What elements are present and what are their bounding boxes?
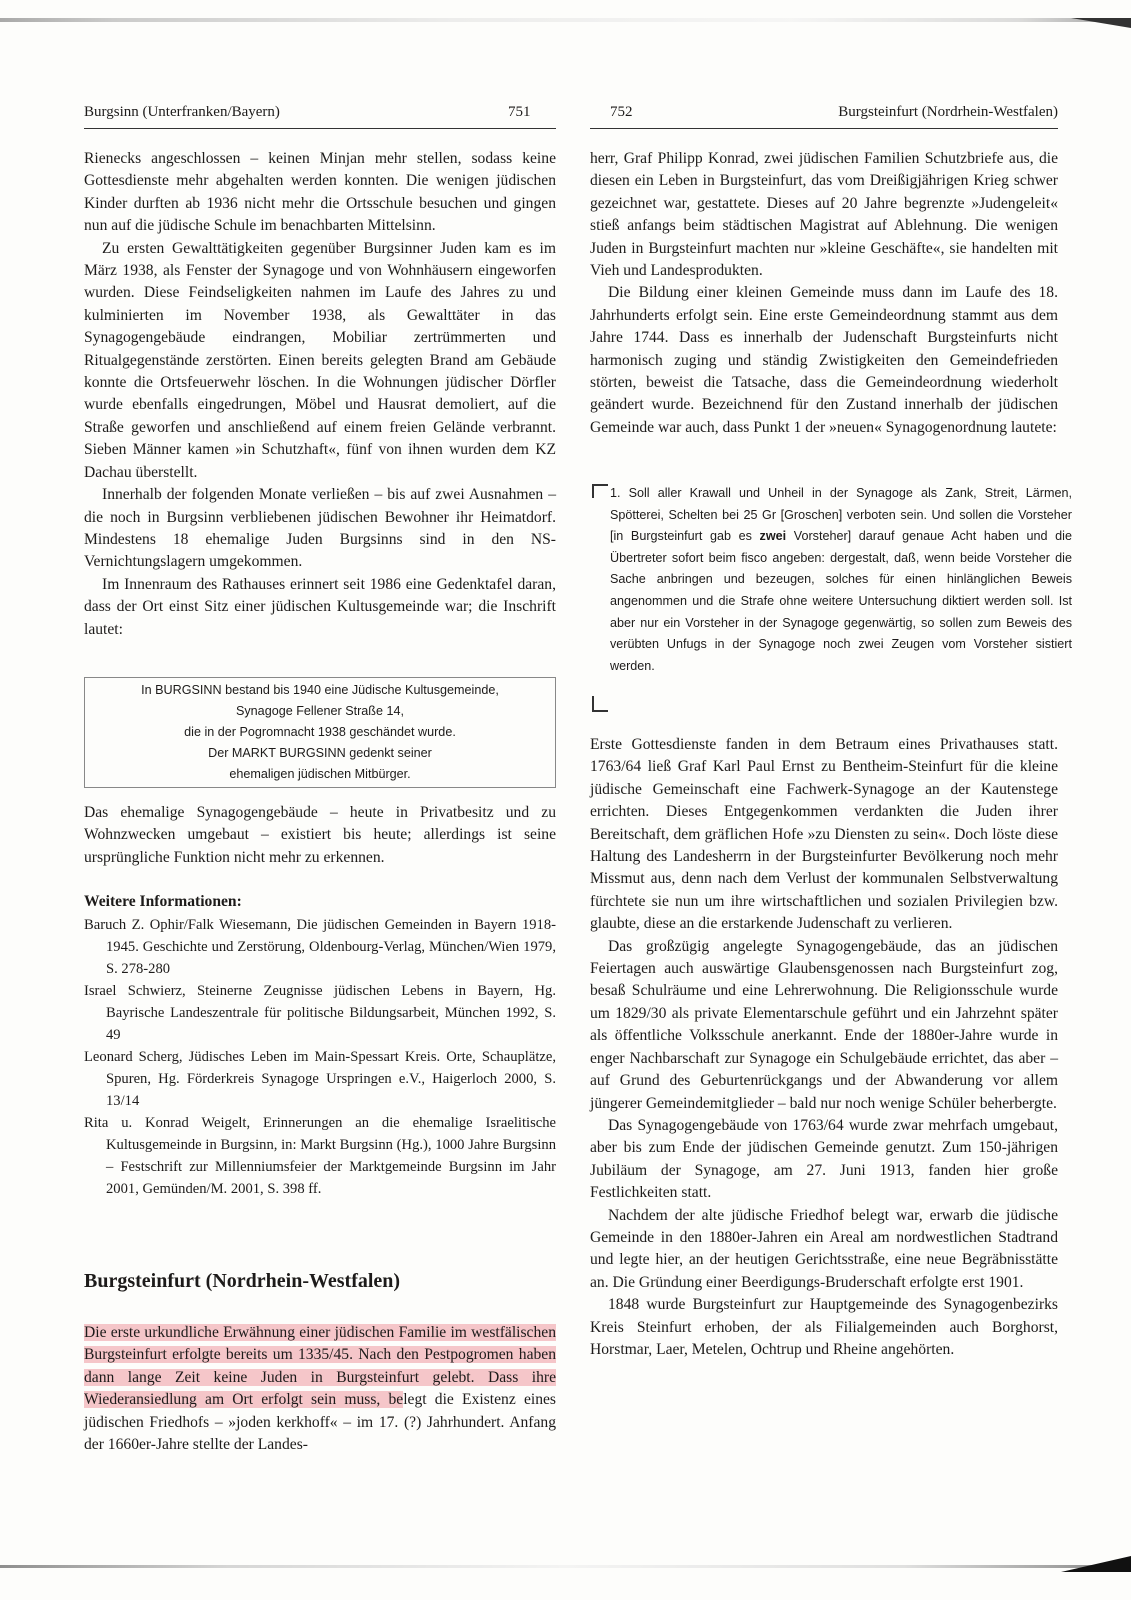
section-heading: Burgsteinfurt (Nordrhein-Westfalen) bbox=[84, 1270, 401, 1292]
right-column-bottom bbox=[590, 734, 1058, 1361]
paragraph: Erste Gottesdienste fanden in dem Betraum eines Privathauses statt. 1763/64 ließ Graf Karl Paul Ernst zu Bentheim-Steinfurt für die kleine jüdische Gemeinschaft eine Fachwerk-Synagoge an der Kautenstege errichten. Dieses Entgegenkommen verdankten die Juden ihrer Bereitschaft, dem gräflichen Hofe »zu Diensten zu sein«. Doch löste diese Haltung des Landesherrn in der Burgsteinfurter Bevölkerung noch mehr Missmut aus, denn nach dem Verlust der kommunalen Selbstverwaltung fürchtete sie nun um ihre wirtschaftlichen und sozialen Privilegien bzw. glaubte, diese an die erstarkende Judenschaft zu verlieren. bbox=[590, 736, 1058, 933]
scan-edge-bottom bbox=[0, 1565, 1131, 1568]
highlighted-text: Die erste urkundliche Erwähnung einer jüdischen Familie im westfälischen Burgsteinfurt erfolgte bereits um 1335/45. Nach den Pestpogromen haben dann lange Zeit keine Juden in Burgsteinfurt gelebt. Dass ihre Wiederansiedlung am Ort erfolgt sein muss, be bbox=[84, 1324, 556, 1409]
paragraph: Rienecks angeschlossen – keinen Minjan mehr stellen, sodass keine Gottesdienste mehr abgehalten werden konnten. Die wenigen jüdischen Kinder durften ab 1936 nicht mehr die Ortsschule besuchen und gingen nun auf die jüdische Schule im benachbarten Mittelsinn. bbox=[84, 150, 556, 235]
paragraph: 1848 wurde Burgsteinfurt zur Hauptgemeinde des Synagogenbezirks Kreis Steinfurt erhoben, der als Filialgemeinden auch Borghorst, Horstmar, Laer, Metelen, Ochtrup und Rheine angehörten. bbox=[590, 1296, 1058, 1358]
paragraph-continuation: legt die Existenz eines jüdischen Friedhofs – »joden kerkhoff« – im 17. (?) Jahrhundert. Anfang der 1660er-Jahre stellte der Landes- bbox=[84, 1391, 556, 1454]
paragraph: Die Bildung einer kleinen Gemeinde muss dann im Laufe des 18. Jahrhunderts erfolgt sein. Eine erste Gemeindeordnung stammt aus dem Jahre 1744. Dass es innerhalb der Judenschaft Burgsteinfurts nicht harmonisch zuging und ständig Zwistigkeiten den Gemeindefrieden störten, beweist die Tatsache, dass die Gemeindeordnung wiederholt geändert wurde. Bezeichnend für den Zustand innerhalb der jüdischen Gemeinde war auch, dass Punkt 1 der »neuen« Synagogenordnung lautete: bbox=[590, 284, 1058, 436]
paragraph: Das großzügig angelegte Synagogengebäude, das an jüdischen Feiertagen auch auswärtige Glaubensgenossen nach Burgsteinfurt zog, besaß Schulräume und eine Lehrerwohnung. Die Religionsschule wurde um 1829/30 als private Elementarschule geführt und ein Jahrzehnt später als öffentliche Volksschule anerkannt. Ende der 1880er-Jahre wurde in enger Nachbarschaft zur Synagoge ein Schulgebäude errichtet, das aber – auf Grund des Geburtenrückgangs und der Abwanderung vor allem jüngerer Gemeindemitglieder – bald nur noch wenige Schüler beherbergte. bbox=[590, 937, 1058, 1112]
block-quote bbox=[596, 483, 1072, 677]
reference-item: Israel Schwierz, Steinerne Zeugnisse jüdischen Lebens in Bayern, Hg. Bayrische Landeszentrale für politische Bildungsarbeit, München 1992, S. 49 bbox=[84, 982, 556, 1043]
paragraph bbox=[84, 1322, 556, 1456]
inscription-line: die in der Pogromnacht 1938 geschändet wurde. bbox=[184, 725, 456, 739]
reference-item: Leonard Scherg, Jüdisches Leben im Main-Spessart Kreis. Orte, Schauplätze, Spuren, Hg. Förderkreis Synagoge Urspringen e.V., Haigerloch 2000, S. 13/14 bbox=[84, 1048, 556, 1109]
quote-emphasis: zwei bbox=[759, 529, 787, 544]
paragraph: Nachdem der alte jüdische Friedhof belegt war, erwarb die jüdische Gemeinde in den 1880er-Jahren ein Areal am nordwestlichen Stadtrand und legte hier, an der heutigen Gerichtsstraße, eine neue Begräbnisstätte an. Die Gründung einer Beerdigungs-Bruderschaft erfolgte erst 1901. bbox=[590, 1206, 1058, 1291]
paragraph: Zu ersten Gewalttätigkeiten gegenüber Burgsinner Juden kam es im März 1938, als Fenster der Synagoge und von Wohnhäusern eingeworfen wurden. Diese Feindseligkeiten nahmen im Laufe des Jahres zu und kulminierten im November 1938, als Gewalttäter in das Synagogengebäude eindrangen, Mobiliar zertrümmerten und Ritualgegenstände zerstörten. Einen bereits gelegten Brand am Gebäude konnte die Ortsfeuerwehr löschen. In die Wohnungen jüdischer Dörfler wurde ebenfalls eingedrungen, Möbel und Hausrat demoliert, auf die Straße geworfen und anschließend auf einem freien Gelände verbrannt. Sieben Männer kamen »in Schutzhaft«, fünf von ihnen wurden dem KZ Dachau überstellt. bbox=[84, 239, 556, 481]
section-intro bbox=[84, 1322, 556, 1456]
quote-bracket-bottom bbox=[592, 696, 608, 712]
left-column-bottom bbox=[84, 802, 556, 1200]
inscription-line: In BURGSINN bestand bis 1940 eine Jüdische Kultusgemeinde, bbox=[141, 683, 499, 697]
inscription-box bbox=[84, 677, 556, 788]
running-head-right: Burgsteinfurt (Nordrhein-Westfalen) bbox=[838, 104, 1058, 120]
scan-edge-top bbox=[0, 18, 1131, 22]
page-number-left: 751 bbox=[508, 104, 531, 120]
paragraph: Innerhalb der folgenden Monate verließen – bis auf zwei Ausnahmen – die noch in Burgsinn verbliebenen jüdischen Bewohner ihr Heimatdorf. Mindestens 18 ehemalige Juden Burgsinns sind in den NS-Vernichtungslagern umgekommen. bbox=[84, 486, 556, 571]
inscription-line: Der MARKT BURGSINN gedenkt seiner bbox=[208, 746, 432, 760]
quote-text: 1. Soll aller Krawall und Unheil in der Synagoge als Zank, Streit, Lärmen, Spötterei, Schelten bei 25 Gr [Groschen] verboten sein. Und sollen die Vorsteher [in Burgsteinfurt gab es bbox=[610, 486, 1072, 544]
paragraph: herr, Graf Philipp Konrad, zwei jüdischen Familien Schutzbriefe aus, die diesen ein Leben in Burgsteinfurt, das vom Dreißigjährigen Krieg schwer gezeichnet war, gestattete. Dieses auf 20 Jahre begrenzte »Judengeleit« stieß anfangs beim städtischen Magistrat auf Ablehnung. Die wenigen Juden in Burgsteinfurt machten nur »kleine Geschäfte«, sie handelten mit Vieh und Landesprodukten. bbox=[590, 150, 1058, 280]
inscription-line: ehemaligen jüdischen Mitbürger. bbox=[229, 767, 411, 781]
references-heading: Weitere Informationen: bbox=[84, 893, 242, 911]
left-column-top bbox=[84, 148, 556, 641]
paragraph: Das ehemalige Synagogengebäude – heute in Privatbesitz und zu Wohnzwecken umgebaut – existiert bis heute; allerdings ist seine ursprüngliche Funktion nicht mehr zu erkennen. bbox=[84, 804, 556, 866]
header-rule-left bbox=[84, 128, 556, 129]
quote-text: Vorsteher] darauf genaue Acht haben und die Übertreter sofort beim fisco angeben: dergestalt, daß, wenn beide Vorsteher die Sache anbringen und bezeugen, solches für einen hinlänglichen Beweis angenommen und die Strafe ohne weitere Untersuchung diktiert werden soll. Ist aber nur ein Vorsteher in der Synagoge gegenwärtig, so sollen zum Beweis des verübten Unfugs in der Synagoge noch zwei Zeugen vom Vorsteher sistiert werden. bbox=[610, 529, 1072, 673]
inscription-line: Synagoge Fellener Straße 14, bbox=[235, 704, 405, 718]
running-head-left: Burgsinn (Unterfranken/Bayern) bbox=[84, 104, 280, 120]
paragraph: Das Synagogengebäude von 1763/64 wurde zwar mehrfach umgebaut, aber bis zum Ende der jüdischen Gemeinde genutzt. Zum 150-jährigen Jubiläum der Synagoge, am 27. Juni 1913, fanden hier große Festlichkeiten statt. bbox=[590, 1116, 1058, 1202]
scan-corner-top-right bbox=[1071, 18, 1131, 28]
scan-corner-bottom-right bbox=[1061, 1556, 1131, 1572]
paragraph: Im Innenraum des Rathauses erinnert seit 1986 eine Gedenktafel daran, dass der Ort einst Sitz einer jüdischen Kultusgemeinde war; die Inschrift lautet: bbox=[84, 575, 556, 638]
header-rule-right bbox=[590, 128, 1058, 129]
reference-item: Rita u. Konrad Weigelt, Erinnerungen an die ehemalige Israelitische Kultusgemeinde in Burgsinn, in: Markt Burgsinn (Hg.), 1000 Jahre Burgsinn – Festschrift zur Millenniumsfeier der Marktgemeinde Burgsinn im Jahr 2001, Gemünden/M. 2001, S. 398 ff. bbox=[84, 1114, 556, 1197]
reference-item: Baruch Z. Ophir/Falk Wiesemann, Die jüdischen Gemeinden in Bayern 1918-1945. Geschichte und Zerstörung, Oldenbourg-Verlag, München/Wien 1979, S. 278-280 bbox=[84, 916, 556, 977]
right-column-top bbox=[590, 148, 1058, 439]
page-number-right: 752 bbox=[610, 104, 633, 120]
